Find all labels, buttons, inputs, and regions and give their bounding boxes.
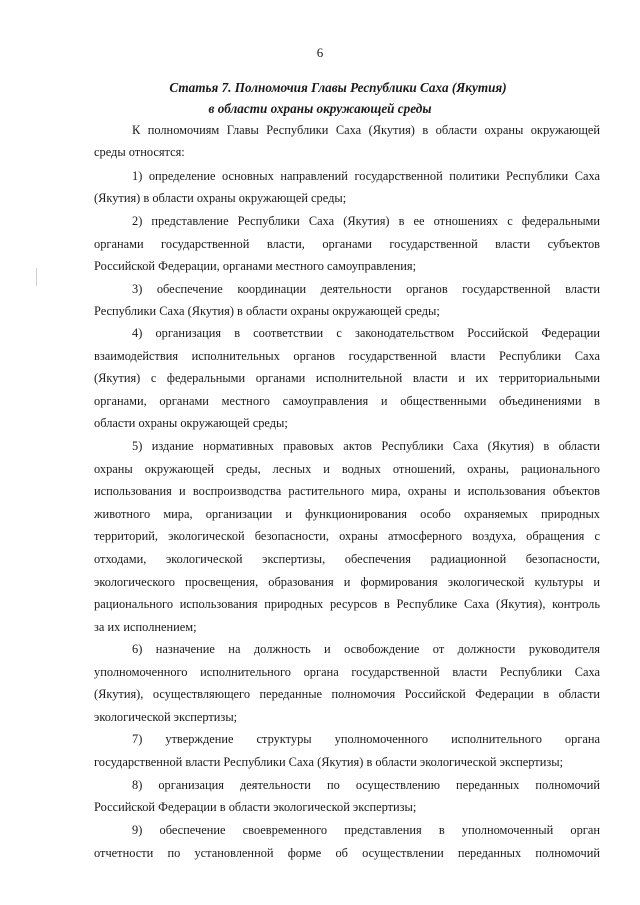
body-line: животного мира, организации и функционирования особо охраняемых природных: [94, 507, 600, 521]
body-line: 2) представление Республики Саха (Якутия) в ее отношениях с федеральными: [132, 214, 600, 228]
body-line: Российской Федерации, органами местного самоуправления;: [94, 259, 417, 273]
body-line: 9) обеспечение своевременного представления в уполномоченный орган: [132, 823, 600, 837]
body-line: 4) организация в соответствии с законодательством Российской Федерации: [132, 326, 600, 340]
body-line: (Якутия) с федеральными органами исполнительной власти и их территориальными: [94, 371, 600, 385]
body-line: охраны окружающей среды, лесных и водных отношений, охраны, рационального: [94, 462, 600, 476]
body-line: использования и воспроизводства растительного мира, охраны и использования объектов: [94, 484, 600, 498]
body-line: (Якутия), осуществляющего переданные полномочия Российской Федерации в области: [94, 687, 600, 701]
body-line: органами государственной власти, органами государственной власти субъектов: [94, 237, 600, 251]
body-line: 1) определение основных направлений государственной политики Республики Саха: [132, 169, 600, 183]
body-line: государственной власти Республики Саха (Якутия) в области экологической экспертизы;: [94, 755, 564, 769]
body-line: экологической экспертизы;: [94, 710, 238, 724]
body-line: за их исполнением;: [94, 620, 197, 634]
body-line: взаимодействия исполнительных органов государственной власти Республики Саха: [94, 349, 600, 363]
article-heading-line-1: Статья 7. Полномочия Главы Республики Саха (Якутия): [169, 80, 507, 95]
body-line: уполномоченного исполнительного органа государственной власти Республики Саха: [94, 665, 600, 679]
body-line: Республики Саха (Якутия) в области охраны окружающей среды;: [94, 304, 440, 318]
article-heading-line-2: в области охраны окружающей среды: [208, 101, 432, 116]
body-line: 8) организация деятельности по осуществлению переданных полномочий: [132, 778, 600, 792]
body-line: экологического просвещения, образования и формирования экологической культуры и: [94, 575, 600, 589]
body-line: 5) издание нормативных правовых актов Республики Саха (Якутия) в области: [132, 439, 600, 453]
body-line: отчетности по установленной форме об осуществлении переданных полномочий: [94, 846, 600, 860]
body-line: территорий, экологической безопасности, охраны атмосферного воздуха, обращения с: [94, 529, 600, 543]
body-line: 3) обеспечение координации деятельности органов государственной власти: [132, 282, 600, 296]
body-line: области охраны окружающей среды;: [94, 416, 288, 430]
body-line: органами, органами местного самоуправления и общественными объединениями в: [94, 394, 600, 408]
margin-mark: [36, 268, 37, 286]
body-line: 6) назначение на должность и освобождение от должности руководителя: [132, 642, 600, 656]
page-number: 6: [316, 45, 324, 60]
body-line: 7) утверждение структуры уполномоченного исполнительного органа: [132, 732, 600, 746]
body-line: Российской Федерации в области экологической экспертизы;: [94, 800, 417, 814]
body-line: среды относятся:: [94, 145, 185, 159]
body-line: К полномочиям Главы Республики Саха (Якутия) в области охраны окружающей: [132, 123, 600, 137]
body-line: (Якутия) в области охраны окружающей среды;: [94, 191, 347, 205]
body-line: отходами, экологической экспертизы, обеспечения радиационной безопасности,: [94, 552, 600, 566]
body-line: рационального использования природных ресурсов в Республике Саха (Якутия), контроль: [94, 597, 600, 611]
